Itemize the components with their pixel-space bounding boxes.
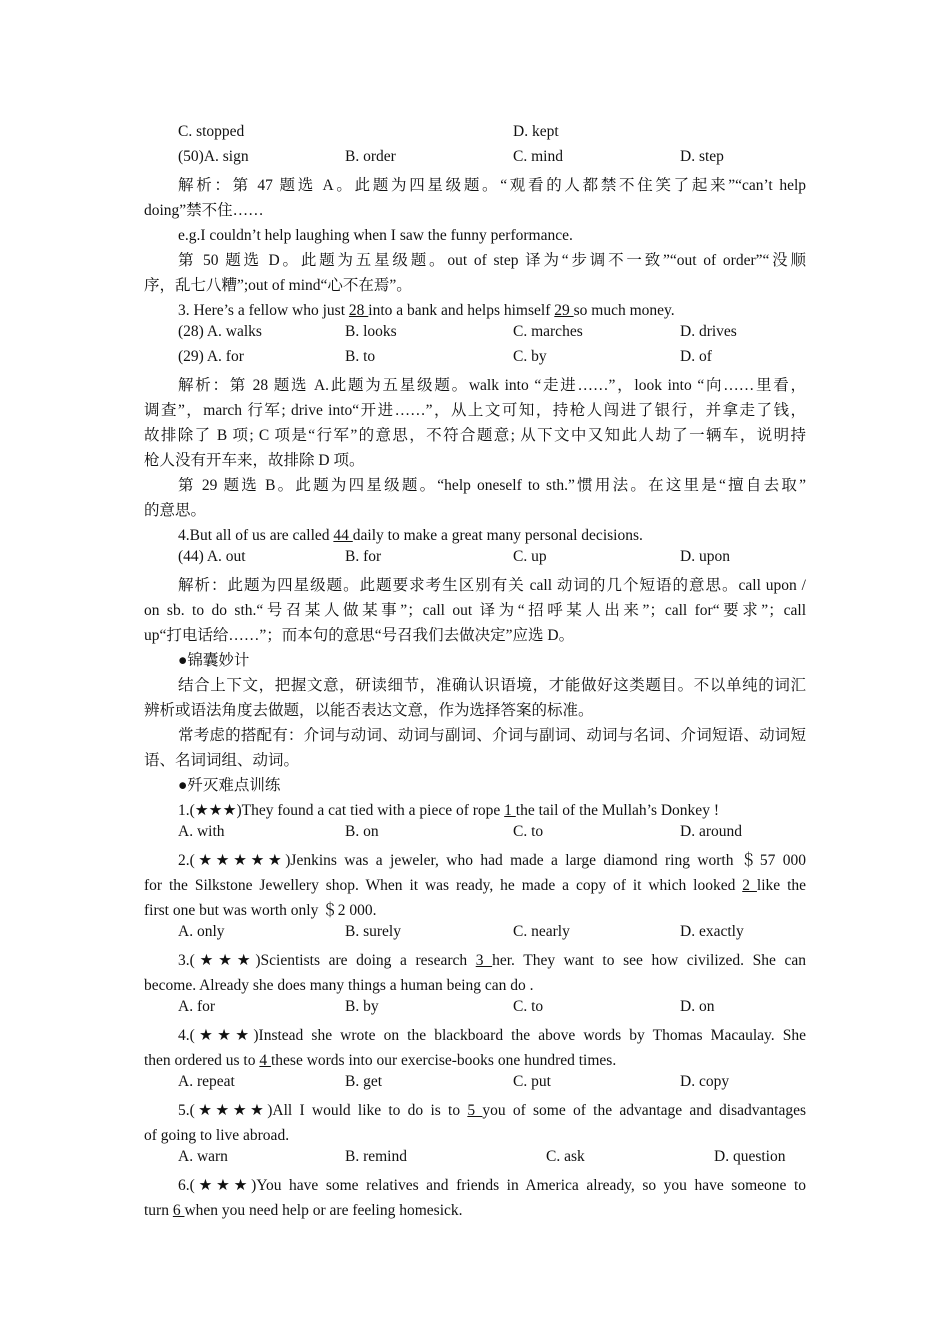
text-line	[144, 1048, 806, 1073]
document-page	[144, 123, 806, 1223]
text-line	[144, 1123, 806, 1148]
option-text: A. with	[178, 823, 225, 840]
text-line	[144, 1098, 806, 1123]
option-text: D. of	[680, 348, 712, 365]
text-segment: like the	[756, 877, 807, 894]
text-segment: 1.(★★★)They found a cat tied with a piece of rope	[178, 802, 505, 819]
text-line	[144, 648, 806, 673]
option-text: A. repeat	[178, 1073, 235, 1090]
option-text: A. for	[178, 998, 216, 1015]
option-text: D. drives	[680, 323, 737, 340]
text-line	[144, 423, 806, 448]
text-line	[144, 273, 806, 298]
option-text: B. for	[345, 548, 382, 565]
text-line	[144, 723, 806, 748]
text-segment: 5.(★★★★)All I would like to do is to	[178, 1102, 468, 1119]
option-text: B. on	[345, 823, 379, 840]
text-line	[144, 223, 806, 248]
text-segment: 辨析或语法角度去做题，以能否表达文意，作为选择答案的标准。	[144, 702, 594, 719]
text-line	[144, 523, 806, 548]
text-segment: doing”禁不住……	[144, 202, 264, 219]
text-segment: of going to live abroad.	[144, 1127, 290, 1144]
text-segment: 解析：第 47 题选 A。此题为四星级题。“观看的人都禁不住笑了起来”“can’t help	[178, 177, 806, 194]
option-text: A. only	[178, 923, 225, 940]
text-line	[144, 948, 806, 973]
option-text: C. by	[513, 348, 547, 365]
text-line	[144, 1023, 806, 1048]
blank-number: 6	[172, 1202, 185, 1219]
option-text: B. by	[345, 998, 379, 1015]
text-line	[144, 698, 806, 723]
text-segment: 3.(★★★)Scientists are doing a research	[178, 952, 476, 969]
text-segment: 3. Here’s a fellow who just	[178, 302, 349, 319]
blank-number: 28	[348, 302, 369, 319]
blank-number: 1	[504, 802, 516, 819]
blank-number: 3	[475, 952, 493, 969]
option-text: C. stopped	[178, 123, 245, 140]
text-segment: e.g.I couldn’t help laughing when I saw the funny performance.	[178, 227, 573, 244]
option-text: C. ask	[546, 1148, 585, 1165]
text-line	[144, 798, 806, 823]
option-row	[144, 1148, 806, 1173]
option-text: C. to	[513, 823, 544, 840]
blank-number: 5	[467, 1102, 483, 1119]
text-line	[144, 498, 806, 523]
option-row	[144, 923, 806, 948]
text-line	[144, 573, 806, 598]
blank-number: 44	[333, 527, 353, 544]
text-segment: you of some of the advantage and disadvantages	[482, 1102, 806, 1119]
text-line	[144, 898, 806, 923]
text-line	[144, 848, 806, 873]
option-text: C. put	[513, 1073, 551, 1090]
option-text: D. exactly	[680, 923, 744, 940]
text-segment: 2.(★★★★★)Jenkins was a jeweler, who had made a large diamond ring worth ＄57 000	[178, 852, 806, 869]
blank-number: 2	[742, 877, 757, 894]
option-text: B. to	[345, 348, 376, 365]
option-text: D. question	[714, 1148, 786, 1165]
text-segment: on sb. to do sth.“号召某人做某事”；call out 译为“招呼某人出来”；call for“要求”；call	[144, 602, 806, 619]
text-segment: 第 29 题选 B。此题为四星级题。“help oneself to sth.”惯用法。在这里是“擅自去取”	[178, 477, 806, 494]
option-row	[144, 348, 806, 373]
text-segment: up“打电话给……”；而本句的意思“号召我们去做决定”应选 D。	[144, 627, 575, 644]
option-text: B. order	[345, 148, 396, 165]
text-line	[144, 448, 806, 473]
text-segment: become. Already she does many things a human being can do .	[144, 977, 534, 994]
option-text: B. looks	[345, 323, 397, 340]
text-line	[144, 298, 806, 323]
text-segment: so much money.	[573, 302, 675, 319]
text-segment: 6.(★★★)You have some relatives and friends in America already, so you have someone to	[178, 1177, 806, 1194]
text-segment: 序，乱七八糟”;out of mind“心不在焉”。	[144, 277, 412, 294]
text-segment: 4.But all of us are called	[178, 527, 334, 544]
option-row	[144, 1073, 806, 1098]
option-text: (44) A. out	[178, 548, 246, 565]
option-text: C. up	[513, 548, 547, 565]
option-text: D. upon	[680, 548, 730, 565]
text-segment: 常考虑的搭配有：介词与动词、动词与副词、介词与副词、动词与名词、介词短语、动词短	[178, 727, 806, 744]
option-text: B. surely	[345, 923, 401, 940]
text-segment: ●歼灭难点训练	[178, 777, 281, 794]
text-line	[144, 248, 806, 273]
text-segment: when you need help or are feeling homesick.	[184, 1202, 463, 1219]
option-text: C. marches	[513, 323, 583, 340]
text-line	[144, 398, 806, 423]
text-segment: 解析：此题为四星级题。此题要求考生区别有关 call 动词的几个短语的意思。call upon /	[178, 577, 806, 594]
text-segment: for the Silkstone Jewellery shop. When it was ready, he made a copy of it which looked	[144, 877, 743, 894]
option-text: (29) A. for	[178, 348, 244, 365]
text-segment: 的意思。	[144, 502, 207, 519]
blank-number: 29	[554, 302, 574, 319]
text-line	[144, 1173, 806, 1198]
option-text: (50)A. sign	[178, 148, 249, 165]
option-text: A. warn	[178, 1148, 228, 1165]
text-segment: turn	[144, 1202, 173, 1219]
option-text: C. to	[513, 998, 544, 1015]
option-row	[144, 998, 806, 1023]
text-segment: daily to make a great many personal decisions.	[352, 527, 643, 544]
text-line	[144, 673, 806, 698]
text-segment: into a bank and helps himself	[368, 302, 555, 319]
option-text: D. on	[680, 998, 715, 1015]
text-line	[144, 1198, 806, 1223]
text-line	[144, 373, 806, 398]
option-row	[144, 823, 806, 848]
option-row	[144, 148, 806, 173]
option-text: D. around	[680, 823, 742, 840]
text-line	[144, 598, 806, 623]
text-line	[144, 773, 806, 798]
option-text: B. get	[345, 1073, 383, 1090]
text-segment: 语、名词词组、动词。	[144, 752, 300, 769]
option-text: D. copy	[680, 1073, 730, 1090]
text-segment: 解析：第 28 题选 A.此题为五星级题。walk into “走进……”，look into “向……里看，	[178, 377, 806, 394]
text-segment: her. They want to see how civilized. She can	[492, 952, 806, 969]
option-text: D. kept	[513, 123, 559, 140]
text-segment: 4.(★★★)Instead she wrote on the blackboard the above words by Thomas Macaulay. She	[178, 1027, 806, 1044]
text-segment: first one but was worth only ＄2 000.	[144, 902, 377, 919]
text-line	[144, 173, 806, 198]
option-text: D. step	[680, 148, 724, 165]
text-line	[144, 198, 806, 223]
text-line	[144, 873, 806, 898]
text-line	[144, 473, 806, 498]
text-line	[144, 973, 806, 998]
text-line	[144, 623, 806, 648]
text-segment: 第 50 题选 D。此题为五星级题。out of step 译为“步调不一致”“out of order”“没顺	[178, 252, 806, 269]
option-text: B. remind	[345, 1148, 407, 1165]
text-line	[144, 748, 806, 773]
option-row	[144, 323, 806, 348]
text-segment: 故排除了 B 项; C 项是“行军”的意思，不符合题意; 从下文中又知此人劫了一辆车，说明持	[144, 427, 806, 444]
text-segment: 调查”，march 行军; drive into“开进……”，从上文可知，持枪人闯进了银行，并拿走了钱，	[144, 402, 806, 419]
text-segment: the tail of the Mullah’s Donkey !	[515, 802, 719, 819]
text-segment: 结合上下文，把握文意，研读细节，准确认识语境，才能做好这类题目。不以单纯的词汇	[178, 677, 806, 694]
text-segment: 枪人没有开车来，故排除 D 项。	[144, 452, 365, 469]
blank-number: 4	[259, 1052, 271, 1069]
option-text: C. nearly	[513, 923, 570, 940]
option-row	[144, 123, 806, 148]
text-segment: ●锦囊妙计	[178, 652, 250, 669]
option-text: C. mind	[513, 148, 563, 165]
option-row	[144, 548, 806, 573]
text-segment: then ordered us to	[144, 1052, 260, 1069]
option-text: (28) A. walks	[178, 323, 262, 340]
text-segment: these words into our exercise-books one hundred times.	[270, 1052, 617, 1069]
